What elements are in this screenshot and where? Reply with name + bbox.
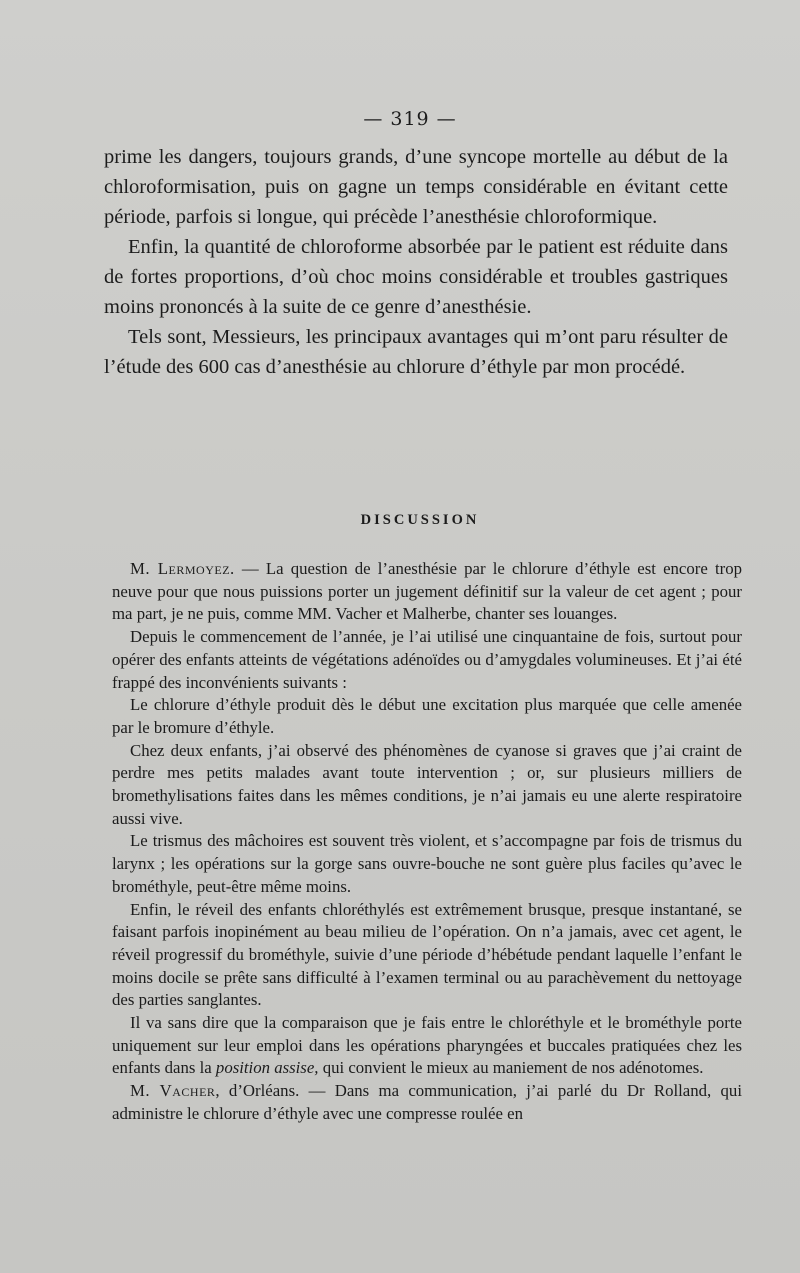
paragraph-text: Il va sans dire que la comparaison que je fais entre le chloréthyle et le brométhyle porte uniquement sur leur emploi dans les opérations pharyngées et buccales pratiquées chez les enfants dans la [112, 1013, 742, 1078]
paragraph: Tels sont, Messieurs, les principaux avantages qui m’ont paru résulter de l’étude des 600 cas d’anesthésie au chlorure d’éthyle par mon procédé. [104, 326, 728, 378]
paragraph [112, 1012, 742, 1080]
speaker-name: M. Lermoyez. [130, 559, 235, 578]
paragraph [112, 1080, 742, 1125]
paragraph-text: — La question de l’anesthésie par le chlorure d’éthyle est encore trop neuve pour que nous puissions porter un jugement définitif sur la valeur de cet agent ; pour ma part, je ne puis, comme MM. Vacher et Malherbe, chanter ses louanges. [112, 559, 742, 624]
italic-text: position assise, [215, 1058, 319, 1078]
paragraph: prime les dangers, toujours grands, d’une syncope mortelle au début de la chloroformisation, puis on gagne un temps considérable en évitant cette période, parfois si longue, qui précède l’anesthésie chloroformique. [104, 146, 728, 228]
paragraph-text: , d’Orléans. — Dans ma communication, j’ai parlé du Dr Rolland, qui administre le chlorure d’éthyle avec une compresse roulée en [112, 1081, 742, 1123]
discussion-text [112, 558, 742, 1126]
paragraph: Enfin, le réveil des enfants chloréthylés est extrêmement brusque, presque instantané, se faisant parfois inopinément au beau milieu de l’opération. On n’a jamais, avec cet agent, le réveil progressif du brométhyle, suivie d’une période d’hébétude pendant laquelle l’enfant le moins docile se prête sans difficulté à l’examen terminal ou au parachèvement du nettoyage des parties sanglantes. [112, 899, 742, 1010]
paragraph: Le trismus des mâchoires est souvent très violent, et s’accompagne par fois de trismus du larynx ; les opérations sur la gorge sans ouvre-bouche ne sont guère plus faciles qu’avec le brométhyle, peut-être même moins. [112, 831, 742, 896]
paragraph: Enfin, la quantité de chloroforme absorbée par le patient est réduite dans de fortes proportions, d’où choc moins considérable et troubles gastriques moins prononcés à la suite de ce genre d’anesthésie. [104, 236, 728, 318]
page-number: — 319 — [363, 108, 457, 130]
paragraph-text: qui convient le mieux au maniement de nos adénotomes. [318, 1058, 704, 1078]
paragraph: Depuis le commencement de l’année, je l’ai utilisé une cinquantaine de fois, surtout pour opérer des enfants atteints de végétations adénoïdes ou d’amygdales volumineuses. Et j’ai été frappé des inconvénients suivants : [112, 627, 742, 692]
paragraph: Le chlorure d’éthyle produit dès le début une excitation plus marquée que celle amenée par le bromure d’éthyle. [112, 695, 742, 737]
section-title: DISCUSSION [360, 512, 480, 528]
paragraph: Chez deux enfants, j’ai observé des phénomènes de cyanose si graves que j’ai craint de perdre mes petits malades avant toute intervention ; or, sur plusieurs milliers de bromethylisations faites dans les mêmes conditions, je n’ai jamais eu une alerte respiratoire aussi vive. [112, 740, 742, 828]
main-text [104, 142, 728, 382]
paragraph [112, 558, 742, 626]
speaker-name: M. Vacher [130, 1081, 216, 1101]
